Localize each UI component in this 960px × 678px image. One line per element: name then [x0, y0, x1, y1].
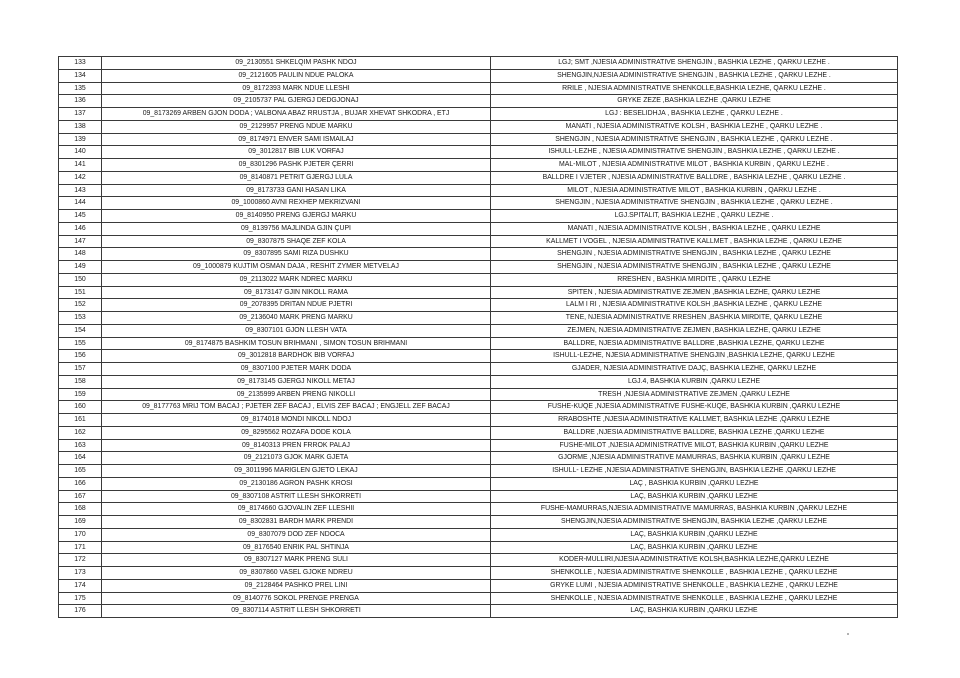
owner-name-cell: 09_8173147 GJIN NIKOLL RAMA [102, 286, 491, 299]
table-row [59, 337, 898, 350]
address-cell: LAÇ, BASHKIA KURBIN ,QARKU LEZHE [491, 490, 898, 503]
owner-name-cell: 09_1000879 KUJTIM OSMAN DAJA , RESHIT ZYMER METVELAJ [102, 261, 491, 274]
row-number: 135 [59, 82, 102, 95]
table-row [59, 426, 898, 439]
owner-name-cell: 09_8307100 PJETER MARK DODA [102, 363, 491, 376]
owner-name-cell: 09_2121605 PAULIN NDUE PALOKA [102, 69, 491, 82]
owner-name-cell: 09_2128464 PASHKO PREL LINI [102, 579, 491, 592]
scan-speck [847, 633, 849, 635]
row-number: 146 [59, 222, 102, 235]
address-cell: SHENKOLLE , NJESIA ADMINISTRATIVE SHENKOLLE , BASHKIA LEZHE , QARKU LEZHE [491, 592, 898, 605]
table-row [59, 439, 898, 452]
row-number: 172 [59, 554, 102, 567]
owner-name-cell: 09_8307108 ASTRIT LLESH SHKORRETI [102, 490, 491, 503]
row-number: 137 [59, 108, 102, 121]
row-number: 161 [59, 414, 102, 427]
address-cell: ISHULL-LEZHE, NJESIA ADMINISTRATIVE SHENGJIN ,BASHKIA LEZHE, QARKU LEZHE [491, 350, 898, 363]
owner-name-cell: 09_8295562 ROZAFA DODE KOLA [102, 426, 491, 439]
row-number: 149 [59, 261, 102, 274]
row-number: 148 [59, 248, 102, 261]
table-row [59, 363, 898, 376]
table-row [59, 248, 898, 261]
row-number: 136 [59, 95, 102, 108]
table-row [59, 210, 898, 223]
address-cell: ISHULL-LEZHE , NJESIA ADMINISTRATIVE SHENGJIN , BASHKIA LEZHE , QARKU LEZHE . [491, 146, 898, 159]
owner-name-cell: 09_2130186 AGRON PASHK KROSI [102, 477, 491, 490]
property-registry-table [58, 56, 898, 618]
row-number: 143 [59, 184, 102, 197]
address-cell: GJORME ,NJESIA ADMINISTRATIVE MAMURRAS, BASHKIA KURBIN ,QARKU LEZHE [491, 452, 898, 465]
address-cell: GJADER, NJESIA ADMINISTRATIVE DAJÇ, BASHKIA LEZHE, QARKU LEZHE [491, 363, 898, 376]
row-number: 140 [59, 146, 102, 159]
table-row [59, 375, 898, 388]
table-row [59, 350, 898, 363]
owner-name-cell: 09_2135999 ARBEN PRENG NIKOLLI [102, 388, 491, 401]
table-row [59, 95, 898, 108]
row-number: 166 [59, 477, 102, 490]
address-cell: GRYKE ZEZE ,BASHKIA LEZHE ,QARKU LEZHE [491, 95, 898, 108]
address-cell: LGJ : BESELIDHJA , BASHKIA LEZHE , QARKU LEZHE . [491, 108, 898, 121]
row-number: 154 [59, 324, 102, 337]
table-row [59, 541, 898, 554]
owner-name-cell: 09_8302831 BARDH MARK PRENDI [102, 516, 491, 529]
address-cell: SHENGJIN,NJESIA ADMINISTRATIVE SHENGJIN , BASHKIA LEZHE , QARKU LEZHE . [491, 69, 898, 82]
table-row [59, 197, 898, 210]
row-number: 151 [59, 286, 102, 299]
table-row [59, 579, 898, 592]
table-row [59, 388, 898, 401]
address-cell: BALLDRE ,NJESIA ADMINISTRATIVE BALLDRE, BASHKIA LEZHE ,QARKU LEZHE [491, 426, 898, 439]
table-row [59, 273, 898, 286]
table-row [59, 490, 898, 503]
row-number: 171 [59, 541, 102, 554]
address-cell: FUSHE-KUQE ,NJESIA ADMINISTRATIVE FUSHE-KUQE, BASHKIA KURBIN ,QARKU LEZHE [491, 401, 898, 414]
table-row [59, 171, 898, 184]
row-number: 162 [59, 426, 102, 439]
row-number: 164 [59, 452, 102, 465]
address-cell: LALM I RI , NJESIA ADMINISTRATIVE KOLSH ,BASHKIA LEZHE , QARKU LEZHE [491, 299, 898, 312]
row-number: 150 [59, 273, 102, 286]
address-cell: LGJ; SMT ,NJESIA ADMINISTRATIVE SHENGJIN , BASHKIA LEZHE , QARKU LEZHE . [491, 57, 898, 70]
owner-name-cell: 09_8172393 MARK NDUE LLESHI [102, 82, 491, 95]
table-row [59, 324, 898, 337]
address-cell: ISHULL- LEZHE ,NJESIA ADMINISTRATIVE SHENGJIN, BASHKIA LEZHE ,QARKU LEZHE [491, 465, 898, 478]
address-cell: SHENGJIN , NJESIA ADMINISTRATIVE SHENGJIN , BASHKIA LEZHE , QARKU LEZHE [491, 261, 898, 274]
address-cell: SHENKOLLE , NJESIA ADMINISTRATIVE SHENKOLLE , BASHKIA LEZHE , QARKU LEZHE [491, 567, 898, 580]
row-number: 139 [59, 133, 102, 146]
address-cell: ZEJMEN, NJESIA ADMINISTRATIVE ZEJMEN ,BASHKIA LEZHE, QARKU LEZHE [491, 324, 898, 337]
table-row [59, 554, 898, 567]
table-row [59, 401, 898, 414]
table-row [59, 528, 898, 541]
row-number: 170 [59, 528, 102, 541]
row-number: 133 [59, 57, 102, 70]
row-number: 155 [59, 337, 102, 350]
table-row [59, 605, 898, 618]
table-row [59, 567, 898, 580]
row-number: 138 [59, 120, 102, 133]
table-row [59, 120, 898, 133]
owner-name-cell: 09_1000860 AVNI REXHEP MEKRIZVANI [102, 197, 491, 210]
address-cell: SHENGJIN , NJESIA ADMINISTRATIVE SHENGJIN , BASHKIA LEZHE , QARKU LEZHE . [491, 133, 898, 146]
table-row [59, 312, 898, 325]
owner-name-cell: 09_8174018 MONDI NIKOLL NDOJ [102, 414, 491, 427]
address-cell: MILOT , NJESIA ADMINISTRATIVE MILOT , BASHKIA KURBIN , QARKU LEZHE . [491, 184, 898, 197]
row-number: 167 [59, 490, 102, 503]
address-cell: LAÇ, BASHKIA KURBIN ,QARKU LEZHE [491, 605, 898, 618]
address-cell: BALLDRE, NJESIA ADMINISTRATIVE BALLDRE ,BASHKIA LEZHE, QARKU LEZHE [491, 337, 898, 350]
row-number: 145 [59, 210, 102, 223]
address-cell: FUSHE-MAMURRAS,NJESIA ADMINISTRATIVE MAMURRAS, BASHKIA KURBIN ,QARKU LEZHE [491, 503, 898, 516]
address-cell: TENE, NJESIA ADMINISTRATIVE RRESHEN ,BASHKIA MIRDITE, QARKU LEZHE [491, 312, 898, 325]
table-row [59, 286, 898, 299]
table-row [59, 261, 898, 274]
address-cell: LAÇ, BASHKIA KURBIN ,QARKU LEZHE [491, 541, 898, 554]
owner-name-cell: 09_8174875 BASHKIM TOSUN BRIHMANI , SIMON TOSUN BRIHMANI [102, 337, 491, 350]
owner-name-cell: 09_2078395 DRITAN NDUE PJETRI [102, 299, 491, 312]
address-cell: RRILE , NJESIA ADMINISTRATIVE SHENKOLLE,BASHKIA LEZHE, QARKU LEZHE . [491, 82, 898, 95]
row-number: 163 [59, 439, 102, 452]
owner-name-cell: 09_2121073 GJOK MARK GJETA [102, 452, 491, 465]
table-row [59, 146, 898, 159]
address-cell: KODER-MULLIRI,NJESIA ADMINISTRATIVE KOLSH,BASHKIA LEZHE,QARKU LEZHE [491, 554, 898, 567]
address-cell: LAÇ , BASHKIA KURBIN ,QARKU LEZHE [491, 477, 898, 490]
table-row [59, 452, 898, 465]
address-cell: FUSHE-MILOT ,NJESIA ADMINISTRATIVE MILOT, BASHKIA KURBIN ,QARKU LEZHE [491, 439, 898, 452]
owner-name-cell: 09_8173733 GANI HASAN LIKA [102, 184, 491, 197]
table-row [59, 184, 898, 197]
owner-name-cell: 09_8173269 ARBEN GJON DODA ; VALBONA ABAZ RRUSTJA , BUJAR XHEVAT SHKODRA , ETJ [102, 108, 491, 121]
owner-name-cell: 09_8139756 MAJLINDA GJIN ÇUPI [102, 222, 491, 235]
address-cell: GRYKE LUMI , NJESIA ADMINISTRATIVE SHENKOLLE , BASHKIA LEZHE , QARKU LEZHE [491, 579, 898, 592]
address-cell: MANATI , NJESIA ADMINISTRATIVE KOLSH , BASHKIA LEZHE , QARKU LEZHE [491, 222, 898, 235]
owner-name-cell: 09_8173145 GJERGJ NIKOLL METAJ [102, 375, 491, 388]
address-cell: KALLMET I VOGEL , NJESIA ADMINISTRATIVE KALLMET , BASHKIA LEZHE , QARKU LEZHE [491, 235, 898, 248]
row-number: 157 [59, 363, 102, 376]
row-number: 168 [59, 503, 102, 516]
row-number: 152 [59, 299, 102, 312]
owner-name-cell: 09_8307127 MARK PRENG SULI [102, 554, 491, 567]
address-cell: LGJ.4, BASHKIA KURBIN ,QARKU LEZHE [491, 375, 898, 388]
table-row [59, 592, 898, 605]
row-number: 159 [59, 388, 102, 401]
row-number: 176 [59, 605, 102, 618]
owner-name-cell: 09_8174971 ENVER SAMI ISMAILAJ [102, 133, 491, 146]
address-cell: RRABOSHTE ,NJESIA ADMINISTRATIVE KALLMET, BASHKIA LEZHE ,QARKU LEZHE [491, 414, 898, 427]
address-cell: SHENGJIN , NJESIA ADMINISTRATIVE SHENGJIN , BASHKIA LEZHE , QARKU LEZHE [491, 248, 898, 261]
row-number: 160 [59, 401, 102, 414]
owner-name-cell: 09_8307860 VASEL GJOKE NDREU [102, 567, 491, 580]
table-row [59, 235, 898, 248]
row-number: 141 [59, 159, 102, 172]
owner-name-cell: 09_8307875 SHAQE ZEF KOLA [102, 235, 491, 248]
table-row [59, 516, 898, 529]
address-cell: MANATI , NJESIA ADMINISTRATIVE KOLSH , BASHKIA LEZHE , QARKU LEZHE . [491, 120, 898, 133]
owner-name-cell: 09_8301296 PASHK PJETER ÇERRI [102, 159, 491, 172]
owner-name-cell: 09_8177763 MRIJ TOM BACAJ ; PJETER ZEF BACAJ , ELVIS ZEF BACAJ ; ENGJELL ZEF BACAJ [102, 401, 491, 414]
row-number: 165 [59, 465, 102, 478]
table-row [59, 133, 898, 146]
owner-name-cell: 09_8307079 DOD ZEF NDOCA [102, 528, 491, 541]
table-row [59, 108, 898, 121]
registry-table-body [59, 57, 898, 618]
row-number: 169 [59, 516, 102, 529]
address-cell: MAL-MILOT , NJESIA ADMINISTRATIVE MILOT , BASHKIA KURBIN , QARKU LEZHE . [491, 159, 898, 172]
row-number: 174 [59, 579, 102, 592]
row-number: 142 [59, 171, 102, 184]
owner-name-cell: 09_8140950 PRENG GJERGJ MARKU [102, 210, 491, 223]
address-cell: BALLDRE I VJETER , NJESIA ADMINISTRATIVE BALLDRE , BASHKIA LEZHE , QARKU LEZHE . [491, 171, 898, 184]
table-row [59, 414, 898, 427]
address-cell: SHENGJIN , NJESIA ADMINISTRATIVE SHENGJIN , BASHKIA LEZHE , QARKU LEZHE . [491, 197, 898, 210]
owner-name-cell: 09_3012818 BARDHOK BIB VORFAJ [102, 350, 491, 363]
table-row [59, 465, 898, 478]
row-number: 147 [59, 235, 102, 248]
row-number: 173 [59, 567, 102, 580]
owner-name-cell: 09_3012817 BIB LUK VORFAJ [102, 146, 491, 159]
row-number: 144 [59, 197, 102, 210]
row-number: 153 [59, 312, 102, 325]
owner-name-cell: 09_8307114 ASTRIT LLESH SHKORRETI [102, 605, 491, 618]
owner-name-cell: 09_8307895 SAMI RIZA DUSHKU [102, 248, 491, 261]
address-cell: SHENGJIN,NJESIA ADMINISTRATIVE SHENGJIN, BASHKIA LEZHE ,QARKU LEZHE [491, 516, 898, 529]
table-row [59, 503, 898, 516]
owner-name-cell: 09_8307101 GJON LLESH VATA [102, 324, 491, 337]
table-row [59, 477, 898, 490]
address-cell: LAÇ, BASHKIA KURBIN ,QARKU LEZHE [491, 528, 898, 541]
table-row [59, 57, 898, 70]
owner-name-cell: 09_2105737 PAL GJERGJ DEDGJONAJ [102, 95, 491, 108]
table-row [59, 82, 898, 95]
row-number: 156 [59, 350, 102, 363]
table-row [59, 222, 898, 235]
owner-name-cell: 09_2113022 MARK NDREC MARKU [102, 273, 491, 286]
owner-name-cell: 09_2130551 SHKELQIM PASHK NDOJ [102, 57, 491, 70]
table-row [59, 299, 898, 312]
owner-name-cell: 09_2129957 PRENG NDUE MARKU [102, 120, 491, 133]
row-number: 158 [59, 375, 102, 388]
owner-name-cell: 09_8140871 PETRIT GJERGJ LULA [102, 171, 491, 184]
address-cell: SPITEN , NJESIA ADMINISTRATIVE ZEJMEN ,BASHKIA LEZHE, QARKU LEZHE [491, 286, 898, 299]
table-row [59, 159, 898, 172]
table-row [59, 69, 898, 82]
owner-name-cell: 09_8174660 GJOVALIN ZEF LLESHII [102, 503, 491, 516]
owner-name-cell: 09_8140776 SOKOL PRENGE PRENGA [102, 592, 491, 605]
row-number: 134 [59, 69, 102, 82]
address-cell: RRESHEN , BASHKIA MIRDITE , QARKU LEZHE [491, 273, 898, 286]
address-cell: TRESH ,NJESIA ADMINISTRATIVE ZEJMEN ,QARKU LEZHE [491, 388, 898, 401]
address-cell: LGJ.SPITALIT, BASHKIA LEZHE , QARKU LEZHE . [491, 210, 898, 223]
owner-name-cell: 09_8140313 PREN FRROK PALAJ [102, 439, 491, 452]
row-number: 175 [59, 592, 102, 605]
owner-name-cell: 09_2136040 MARK PRENG MARKU [102, 312, 491, 325]
owner-name-cell: 09_3011996 MARIGLEN GJETO LEKAJ [102, 465, 491, 478]
owner-name-cell: 09_8176540 ENRIK PAL SHTINJA [102, 541, 491, 554]
